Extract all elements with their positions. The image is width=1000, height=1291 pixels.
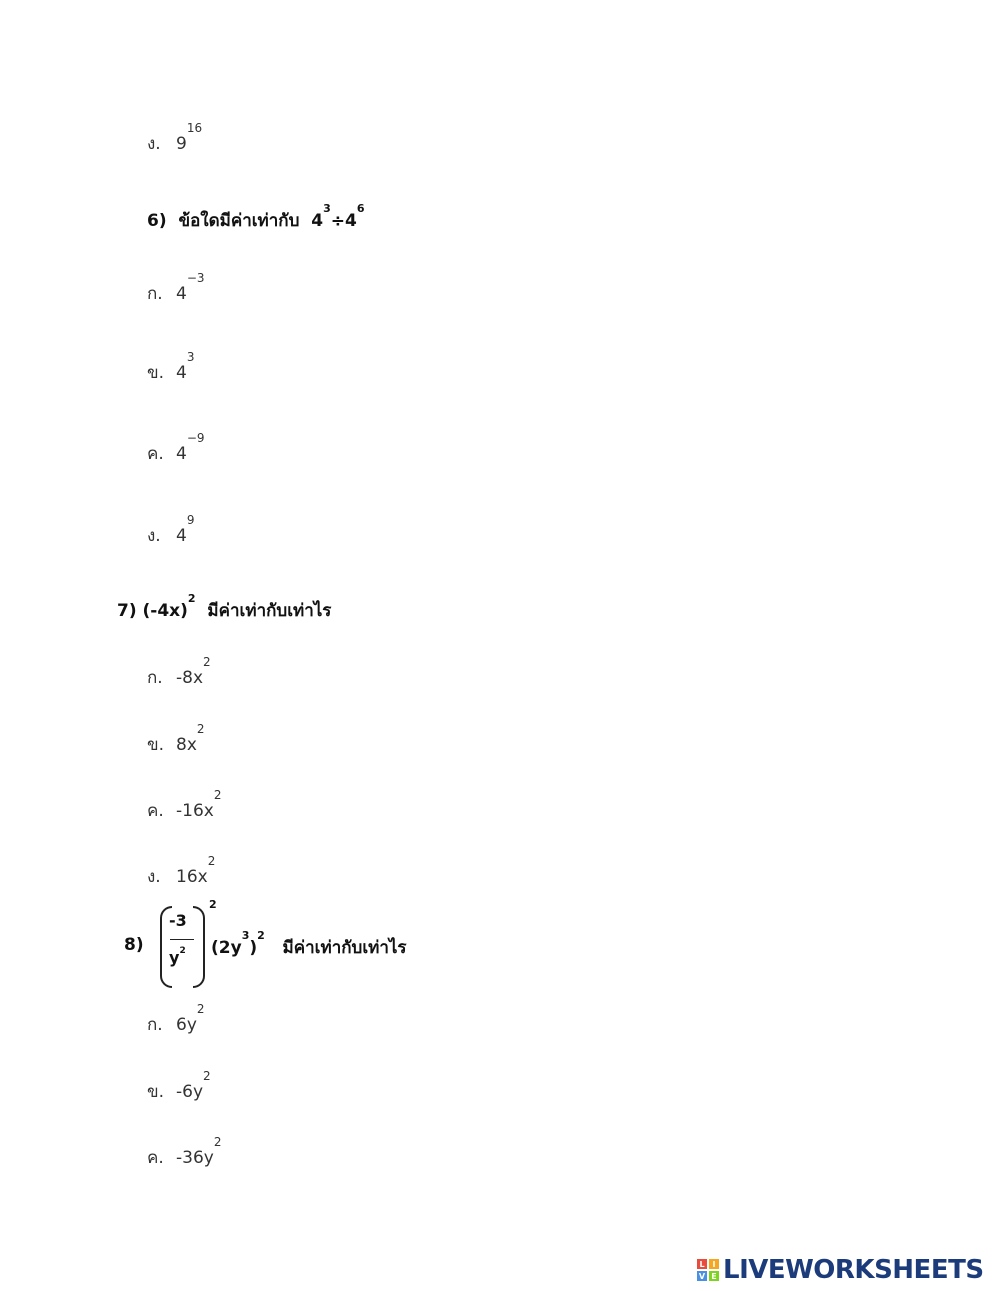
option-exponent: 3 (186, 350, 195, 364)
option-exponent: −9 (186, 431, 205, 445)
question-number: 6) (147, 211, 167, 231)
question-text: มีค่าเท่ากับเท่าไร (207, 601, 332, 621)
denominator-base: y (169, 948, 180, 967)
question-text: ข้อใดมีค่าเท่ากับ (178, 211, 300, 231)
question-text: มีค่าเท่ากับเท่าไร (282, 938, 407, 958)
expr-exponent: 3 (323, 202, 331, 215)
option-base: -36y (176, 1148, 214, 1168)
term-outer-exponent: 2 (257, 929, 265, 942)
option-label: ก. (147, 1015, 163, 1035)
question-8-number: 8) (124, 935, 144, 955)
question-8-term (211, 929, 407, 961)
expr-exponent: 2 (187, 592, 196, 605)
option-exponent: 2 (207, 854, 216, 868)
fraction-bar (170, 939, 194, 940)
option-label: ข. (147, 363, 165, 383)
option-label: ก. (147, 284, 163, 304)
option-base: 9 (176, 134, 187, 154)
term-base: (2y (211, 938, 242, 958)
option-base: 4 (176, 526, 187, 546)
q6-option-b[interactable] (147, 350, 195, 386)
option-base: 4 (176, 444, 187, 464)
q8-option-b[interactable] (147, 1069, 211, 1105)
right-parenthesis (193, 906, 205, 988)
option-label: ง. (147, 134, 161, 154)
option-label: ง. (147, 867, 161, 887)
q7-option-d[interactable] (147, 854, 216, 890)
question-number: 7) (117, 601, 137, 621)
question-6 (147, 202, 365, 234)
option-exponent: 2 (213, 1135, 222, 1149)
option-exponent: 2 (203, 1069, 211, 1083)
q5-option-d (147, 121, 203, 157)
option-exponent: 2 (196, 722, 205, 736)
option-base: 6y (176, 1015, 197, 1035)
option-exponent: 9 (186, 513, 195, 527)
term-close: ) (249, 938, 258, 958)
fraction-numerator: -3 (169, 911, 187, 930)
option-label: ง. (147, 526, 161, 546)
option-exponent: −3 (186, 271, 205, 285)
liveworksheets-logo (697, 1255, 984, 1285)
question-expression: (-4x) (142, 601, 188, 621)
logo-letter: L (697, 1259, 707, 1269)
question-7 (117, 592, 332, 624)
expr-operator: ÷4 (330, 211, 357, 231)
logo-letter: I (709, 1259, 719, 1269)
option-label: ข. (147, 735, 165, 755)
q7-option-c[interactable] (147, 788, 222, 824)
denominator-exponent: 2 (179, 946, 186, 956)
option-label: ข. (147, 1082, 165, 1102)
term-exponent: 3 (241, 929, 250, 942)
option-label: ก. (147, 668, 163, 688)
outer-exponent: 2 (209, 898, 217, 911)
option-exponent: 2 (196, 1002, 205, 1016)
q6-option-d[interactable] (147, 513, 195, 549)
q7-option-b[interactable] (147, 722, 205, 758)
logo-letter: E (709, 1271, 719, 1281)
option-base: 4 (176, 284, 187, 304)
option-label: ค. (147, 444, 164, 464)
q8-option-c[interactable] (147, 1135, 222, 1171)
option-base: 4 (176, 363, 187, 383)
option-base: -6y (176, 1082, 204, 1102)
option-base: 16x (176, 867, 208, 887)
option-base: -16x (176, 801, 214, 821)
logo-letter: V (698, 1271, 706, 1281)
option-exponent: 2 (213, 788, 222, 802)
option-label: ค. (147, 801, 164, 821)
q7-option-a[interactable] (147, 655, 211, 691)
logo-wordmark: LIVEWORKSHEETS (723, 1255, 984, 1285)
q6-option-c[interactable] (147, 431, 205, 467)
option-label: ค. (147, 1148, 164, 1168)
option-base: -8x (176, 668, 204, 688)
expr-base: 4 (311, 211, 324, 231)
q6-option-a[interactable] (147, 271, 205, 307)
option-exponent: 16 (186, 121, 203, 135)
expr-exponent: 6 (356, 202, 365, 215)
logo-mark (697, 1259, 719, 1281)
option-exponent: 2 (203, 655, 211, 669)
fraction-denominator (169, 948, 186, 967)
q8-option-a[interactable] (147, 1002, 205, 1038)
option-base: 8x (176, 735, 197, 755)
